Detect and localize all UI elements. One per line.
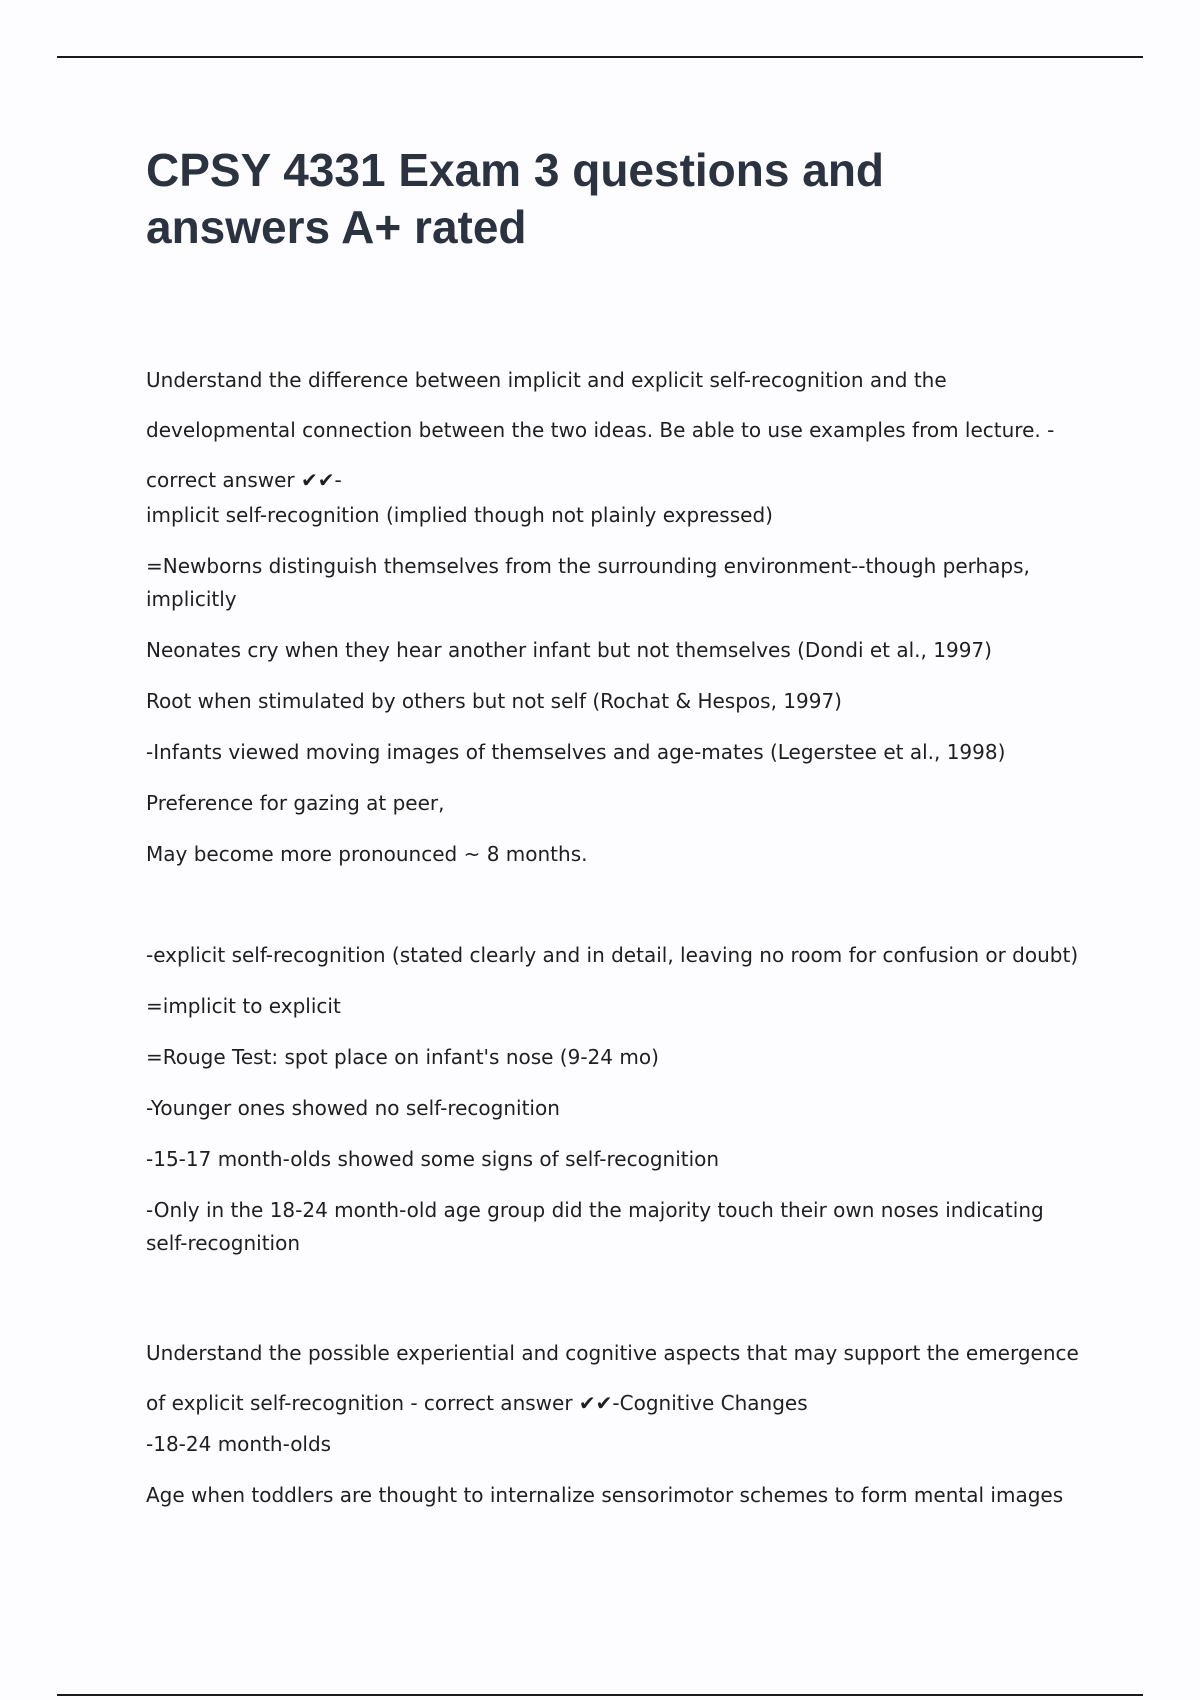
answer-paragraph: -explicit self-recognition (stated clearly and in detail, leaving no room for confusion or doubt) bbox=[146, 943, 1079, 967]
answer-paragraph: -18-24 month-olds bbox=[146, 1432, 332, 1456]
answer-paragraph: -15-17 month-olds showed some signs of self-recognition bbox=[146, 1147, 720, 1171]
bottom-divider bbox=[57, 1694, 1143, 1696]
answer-paragraph: Neonates cry when they hear another infant but not themselves (Dondi et al., 1997) bbox=[146, 638, 992, 662]
answer-paragraph: -Younger ones showed no self-recognition bbox=[146, 1096, 560, 1120]
paragraph-gap bbox=[146, 889, 1086, 939]
answer-paragraph: =Rouge Test: spot place on infant's nose (9-24 mo) bbox=[146, 1045, 659, 1069]
top-divider bbox=[57, 56, 1143, 58]
question-paragraph: Understand the difference between implicit and explicit self-recognition and the developmental connection between the two ideas. Be able to use examples from lecture. - correct answer ✔✔- bbox=[146, 368, 1055, 492]
answer-paragraph: Age when toddlers are thought to internalize sensorimotor schemes to form mental images bbox=[146, 1483, 1064, 1507]
question-paragraph: Understand the possible experiential and cognitive aspects that may support the emergence of explicit self-recognition - correct answer ✔✔-Cognitive Changes bbox=[146, 1341, 1079, 1415]
answer-paragraph: -Only in the 18-24 month-old age group did the majority touch their own noses indicating self-recognition bbox=[146, 1198, 1044, 1255]
document-body bbox=[146, 355, 1086, 1530]
answer-paragraph: =Newborns distinguish themselves from the surrounding environment--though perhaps, implicitly bbox=[146, 554, 1030, 611]
answer-paragraph: implicit self-recognition (implied though not plainly expressed) bbox=[146, 503, 773, 527]
document-title: CPSY 4331 Exam 3 questions and answers A+ rated bbox=[146, 144, 885, 253]
answer-paragraph: -Infants viewed moving images of themselves and age-mates (Legerstee et al., 1998) bbox=[146, 740, 1006, 764]
answer-paragraph: Root when stimulated by others but not self (Rochat & Hespos, 1997) bbox=[146, 689, 842, 713]
answer-paragraph: May become more pronounced ~ 8 months. bbox=[146, 842, 588, 866]
answer-paragraph: =implicit to explicit bbox=[146, 994, 341, 1018]
paragraph-gap bbox=[146, 1278, 1086, 1328]
answer-paragraph: Preference for gazing at peer, bbox=[146, 791, 445, 815]
